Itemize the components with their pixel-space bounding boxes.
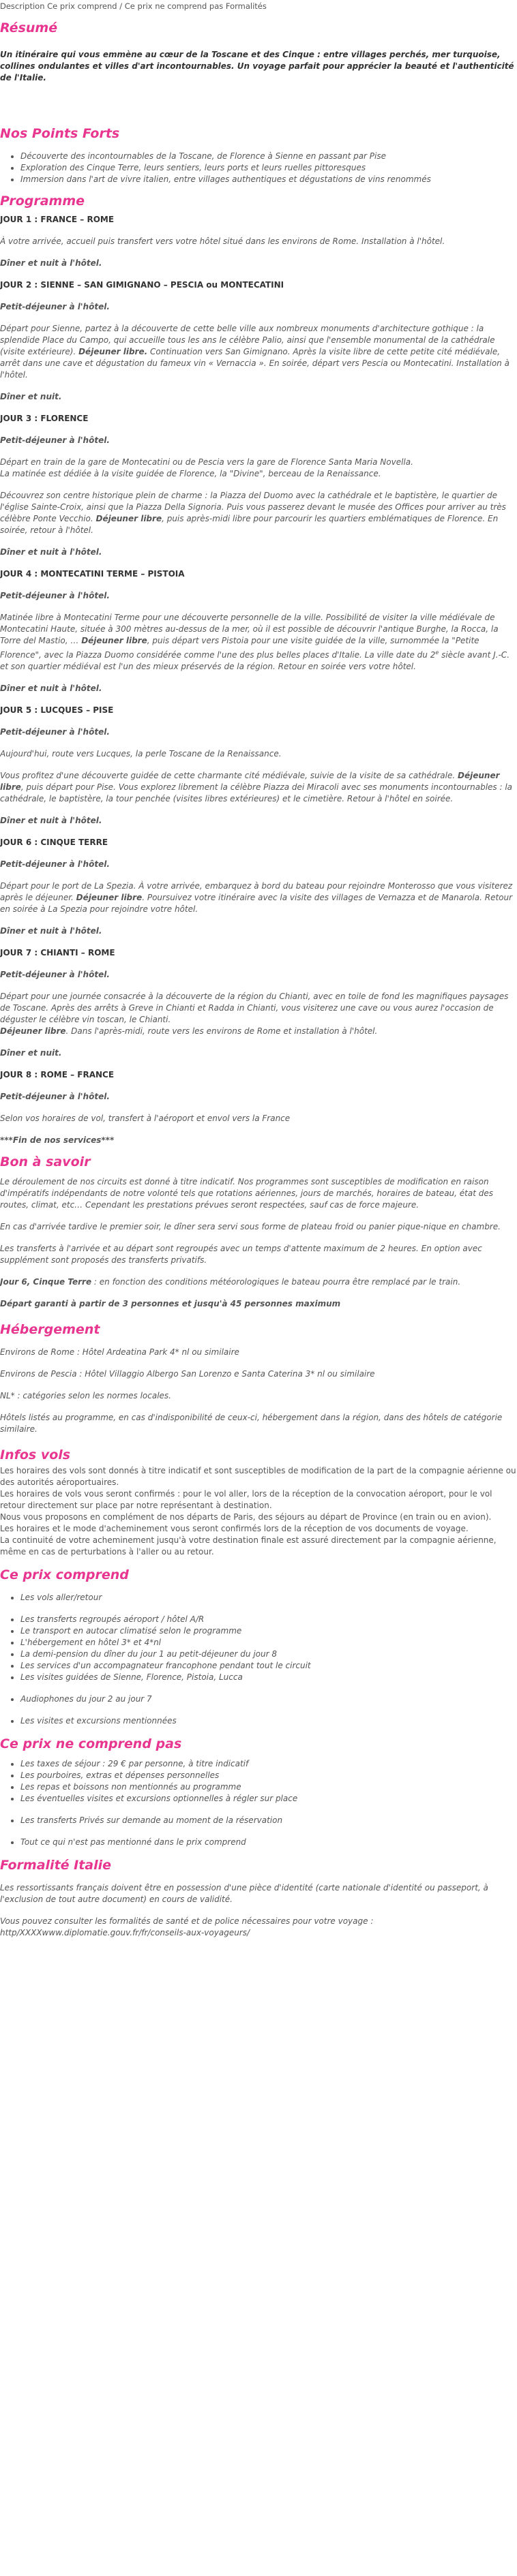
day2-text-a: Départ pour Sienne, partez à la découverte de cette belle ville aux nombreux monuments d'architecture gothique : la splendide Place du Campo, qui accueille tous les ans le célèbre Palio, ainsi que l'ensemble monumental de la cathédrale (visite extérieure). — [0, 324, 495, 356]
formalite-p1: Les ressortissants français doivent être en possession d'une pièce d'identité (carte nationale d'identité ou passeport, à l'exclusion de tout autre document) en cours de validité. — [0, 1883, 488, 1904]
points-forts-title: Nos Points Forts — [0, 126, 120, 141]
list-item: • La demi-pension du dîner du jour 1 au petit-déjeuner du jour 8 — [20, 1649, 517, 1660]
infos-vols-line: Les horaires des vols sont donnés à titre indicatif et sont susceptibles de modification de la part de la compagnie aérienne ou des autorités aéroportuaires. — [0, 1466, 516, 1487]
formalite-p2: Vous pouvez consulter les formalités de santé et de police nécessaires pour votre voyage : — [0, 1916, 374, 1926]
hebergement-section — [0, 1322, 517, 1435]
day4-sup: e — [435, 649, 439, 656]
hebergement-p1: Environs de Rome : Hôtel Ardeatina Park 4* nl ou similaire — [0, 1347, 239, 1357]
resume-title: Résumé — [0, 20, 58, 35]
list-item: • Audiophones du jour 2 au jour 7 — [20, 1693, 517, 1705]
list-item: • Le transport en autocar climatisé selon le programme — [20, 1625, 517, 1637]
day5-text — [0, 770, 517, 805]
infos-vols-line: Nous vous proposons en complément de nos départs de Paris, des séjours au départ de Province (en train ou en avion). — [0, 1512, 492, 1522]
day6-text-b: . Poursuivez votre itinéraire avec la visite des villages de Vernazza et de Manarola. Retour en soirée à La Spezia pour rejoindre votre hôtel. — [0, 893, 513, 914]
day8-text: Selon vos horaires de vol, transfert à l'aéroport et envol vers la France — [0, 1114, 291, 1123]
list-item: • Les éventuelles visites et excursions optionnelles à régler sur place — [20, 1793, 517, 1805]
formalite-title: Formalité Italie — [0, 1858, 112, 1873]
list-item: • Les transferts Privés sur demande au moment de la réservation — [20, 1815, 517, 1826]
prix-ne-comprend-list-1 — [0, 1758, 517, 1805]
diplomatie-link[interactable]: http/XXXXwww.diplomatie.gouv.fr/fr/conseils-aux-voyageurs/ — [0, 1928, 250, 1937]
hebergement-p4: Hôtels listés au programme, en cas d'indisponibilité de ceux-ci, hébergement dans la région, dans des hôtels de catégorie similaire. — [0, 1413, 503, 1434]
day3-text-d: , puis après-midi libre pour parcourir les quartiers emblématiques de Florence. En soirée, retour à l'hôtel. — [0, 514, 499, 535]
bon-a-savoir-p5: Départ garanti à partir de 3 personnes et jusqu'à 45 personnes maximum — [0, 1299, 341, 1308]
prix-ne-comprend-list-3 — [0, 1837, 517, 1848]
day6-breakfast: Petit-déjeuner à l'hôtel. — [0, 859, 110, 869]
day4-text-b: , puis départ vers Pistoia pour une visite guidée de la ville, surnommée la "Petite Florence", avec la Piazza Duomo considérée comme l'une des plus belles places d'Italie. La ville date du 2 — [0, 636, 479, 660]
day4-text-c: siècle avant J.-C. et son quartier médiéval est l'un des mieux préservés de la région. Retour en soirée vers votre hôtel. — [0, 650, 510, 671]
prix-comprend-list-3 — [0, 1693, 517, 1705]
prix-comprend-list-2 — [0, 1614, 517, 1683]
tabs-line[interactable]: Description Ce prix comprend / Ce prix ne comprend pas Formalités — [0, 1, 267, 11]
prix-comprend-section — [0, 1567, 517, 1727]
day3-text-c: Découvrez son centre historique plein de charme : la Piazza del Duomo avec la cathédrale et le baptistère, le quartier de l'église Sainte-Croix, ainsi que la Piazza Della Signoria. Puis vous passerez devant le musée des Offices pour arriver au très célèbre Ponte Vecchio. — [0, 491, 506, 523]
hebergement-p2: Environs de Pescia : Hôtel Villaggio Albergo San Lorenzo e Santa Caterina 3* nl ou similaire — [0, 1369, 375, 1379]
list-item: • Exploration des Cinque Terre, leurs sentiers, leurs ports et leurs ruelles pittoresques — [20, 162, 517, 174]
day7-dinner: Dîner et nuit. — [0, 1048, 62, 1058]
day3-lunch: Déjeuner libre — [95, 514, 162, 523]
day7-breakfast: Petit-déjeuner à l'hôtel. — [0, 970, 110, 979]
list-item: • Les taxes de séjour : 29 € par personne, à titre indicatif — [20, 1758, 517, 1770]
day7-text-b: . Dans l'après-midi, route vers les environs de Rome et installation à l'hôtel. — [65, 1026, 378, 1036]
programme-end: ***Fin de nos services*** — [0, 1135, 115, 1145]
day1-title: JOUR 1 : FRANCE – ROME — [0, 215, 115, 224]
infos-vols-title: Infos vols — [0, 1447, 71, 1462]
infos-vols-line: Les horaires et le mode d'acheminement vous seront confirmés lors de la réception de vos documents de voyage. — [0, 1524, 469, 1533]
day6-text — [0, 880, 517, 915]
list-item: • Les vols aller/retour — [20, 1592, 517, 1604]
day4-lunch: Déjeuner libre — [81, 636, 147, 645]
day5-breakfast: Petit-déjeuner à l'hôtel. — [0, 727, 110, 737]
prix-ne-comprend-list-2 — [0, 1815, 517, 1826]
resume-text: Un itinéraire qui vous emmène au cœur de la Toscane et des Cinque : entre villages perchés, mer turquoise, collines ondulantes et villes d'art incontournables. Un voyage parfait pour apprécier la beauté et l'authenticité de l'Italie. — [0, 50, 514, 82]
day5-text-a: Aujourd'hui, route vers Lucques, la perle Toscane de la Renaissance. — [0, 749, 282, 758]
list-item: • Tout ce qui n'est pas mentionné dans le prix comprend — [20, 1837, 517, 1848]
day2-lunch: Déjeuner libre. — [78, 347, 148, 356]
day8-breakfast: Petit-déjeuner à l'hôtel. — [0, 1092, 110, 1101]
day6-title: JOUR 6 : CINQUE TERRE — [0, 838, 108, 847]
bon-a-savoir-p3: Les transferts à l'arrivée et au départ sont regroupés avec un temps d'attente maximum de 2 heures. En option avec supplément sont proposés des transferts privatifs. — [0, 1244, 482, 1265]
prix-ne-comprend-section — [0, 1736, 517, 1848]
day2-title: JOUR 2 : SIENNE – SAN GIMIGNANO – PESCIA ou MONTECATINI — [0, 280, 284, 290]
bon-a-savoir-section — [0, 1154, 517, 1310]
list-item: • Immersion dans l'art de vivre italien, entre villages authentiques et dégustations de vins renommés — [20, 174, 517, 185]
day7-text-a: Départ pour une journée consacrée à la découverte de la région du Chianti, avec en toile de fond les magnifiques paysages de Toscane. Après des arrêts à Greve in Chianti et Radda in Chianti, vous visiterez une cave ou vous aurez l'occasion de déguster le célèbre vin toscan, le Chianti. — [0, 992, 509, 1024]
day5-lunch: Déjeuner libre — [0, 771, 500, 792]
list-item: • Les services d'un accompagnateur francophone pendant tout le circuit — [20, 1660, 517, 1672]
prix-comprend-list-1 — [0, 1592, 517, 1604]
list-item: • Les transferts regroupés aéroport / hôtel A/R — [20, 1614, 517, 1625]
prix-ne-comprend-title: Ce prix ne comprend pas — [0, 1736, 182, 1751]
list-item: • Les visites guidées de Sienne, Florence, Pistoia, Lucca — [20, 1672, 517, 1683]
day3-title: JOUR 3 : FLORENCE — [0, 414, 89, 423]
day2-text — [0, 323, 517, 381]
bon-a-savoir-p4-rest: : en fonction des conditions météorologiques le bateau pourra être remplacé par le train. — [91, 1277, 461, 1287]
bon-a-savoir-p2: En cas d'arrivée tardive le premier soir, le dîner sera servi sous forme de plateau froid ou panier pique-nique en chambre. — [0, 1222, 501, 1231]
bon-a-savoir-p1: Le déroulement de nos circuits est donné à titre indicatif. Nos programmes sont susceptibles de modification en raison d'impératifs indépendants de notre volonté tels que rotations aériennes, jours de marchés, horaires de bateau, état des routes, climat, etc… Cependant les prestations prévues seront respectées, sauf cas de force majeure. — [0, 1177, 493, 1210]
day4-dinner: Dîner et nuit à l'hôtel. — [0, 684, 102, 693]
day5-text-c: , puis départ pour Pise. Vous explorez librement la célèbre Piazza dei Miracoli avec ses monuments incontournables : la cathédrale, le baptistère, la tour penchée (visites libres extérieures) et le cimetière. Retour à l'hôtel en soirée. — [0, 782, 513, 803]
formalite-section — [0, 1858, 517, 1939]
day1-text: À votre arrivée, accueil puis transfert vers votre hôtel situé dans les environs de Rome. Installation à l'hôtel. — [0, 236, 445, 246]
infos-vols-line: Les horaires de vols vous seront confirmés : pour le vol aller, lors de la réception de la convocation aéroport, pour le vol retour directement sur place par notre représentant à destination. — [0, 1489, 492, 1510]
day3-breakfast: Petit-déjeuner à l'hôtel. — [0, 435, 110, 445]
hebergement-title: Hébergement — [0, 1322, 100, 1337]
bon-a-savoir-p4 — [0, 1276, 517, 1288]
day3-dinner: Dîner et nuit à l'hôtel. — [0, 547, 102, 557]
day7-lunch: Déjeuner libre — [0, 1026, 66, 1036]
day6-dinner: Dîner et nuit à l'hôtel. — [0, 926, 102, 936]
day8-title: JOUR 8 : ROME – FRANCE — [0, 1070, 115, 1079]
day4-text — [0, 612, 517, 673]
day4-breakfast: Petit-déjeuner à l'hôtel. — [0, 591, 110, 600]
day4-title: JOUR 4 : MONTECATINI TERME – PISTOIA — [0, 569, 185, 579]
bon-a-savoir-title: Bon à savoir — [0, 1154, 91, 1169]
programme-section — [0, 194, 517, 1146]
programme-title: Programme — [0, 194, 85, 209]
bon-a-savoir-p4-bold: Jour 6, Cinque Terre — [0, 1277, 92, 1287]
day1-dinner: Dîner et nuit à l'hôtel. — [0, 258, 102, 268]
infos-vols-line: La continuité de votre acheminement jusqu'à votre destination finale est assuré directement par la compagnie aérienne, même en cas de perturbations à l'aller ou au retour. — [0, 1535, 497, 1557]
day6-text-a: Départ pour le port de La Spezia. À votre arrivée, embarquez à bord du bateau pour rejoindre Monterosso que vous visiterez après le déjeuner. — [0, 881, 513, 902]
day3-text-a: Départ en train de la gare de Montecatini ou de Pescia vers la gare de Florence Santa Maria Novella. — [0, 457, 413, 467]
day7-text — [0, 1026, 517, 1037]
day5-dinner: Dîner et nuit à l'hôtel. — [0, 816, 102, 825]
points-forts-section — [0, 126, 517, 185]
hebergement-p3: NL* : catégories selon les normes locales. — [0, 1391, 171, 1400]
day2-breakfast: Petit-déjeuner à l'hôtel. — [0, 302, 110, 311]
day3-text — [0, 490, 517, 536]
list-item: • L'hébergement en hôtel 3* et 4*nl — [20, 1637, 517, 1649]
list-item: • Les pourboires, extras et dépenses personnelles — [20, 1770, 517, 1781]
list-item: • Découverte des incontournables de la Toscane, de Florence à Sienne en passant par Pise — [20, 151, 517, 162]
day4-text-a: Matinée libre à Montecatini Terme pour une découverte personnelle de la ville. Possibilité de visiter la ville médiévale de Montecatini Haute, située à 300 mètres au-dessus de la mer, où il est possible de découvrir l'antique Burghe, la Rocca, la Torre del Mastio, … — [0, 613, 499, 645]
day5-text-b: Vous profitez d'une découverte guidée de cette charmante cité médiévale, suivie de la visite de sa cathédrale. — [0, 771, 458, 780]
prix-comprend-list-4 — [0, 1715, 517, 1727]
day6-lunch: Déjeuner libre — [76, 893, 143, 902]
points-forts-list — [0, 151, 517, 185]
day2-text-b: Continuation vers San Gimignano. Après la visite libre de cette petite cité médiévale, arrêt dans une cave et dégustation du fameux vin « Vernaccia ». En soirée, départ vers Pescia ou Montecatini. Installation à l'hôtel. — [0, 347, 509, 380]
day7-title: JOUR 7 : CHIANTI – ROME — [0, 948, 115, 957]
prix-comprend-title: Ce prix comprend — [0, 1567, 129, 1582]
list-item: • Les repas et boissons non mentionnés au programme — [20, 1781, 517, 1793]
infos-vols-section — [0, 1447, 517, 1558]
day5-title: JOUR 5 : LUCQUES – PISE — [0, 705, 114, 715]
day2-dinner: Dîner et nuit. — [0, 392, 62, 401]
resume-section — [0, 20, 517, 84]
day3-text-b: La matinée est dédiée à la visite guidée de Florence, la "Divine", berceau de la Renaissance. — [0, 469, 381, 478]
list-item: • Les visites et excursions mentionnées — [20, 1715, 517, 1727]
